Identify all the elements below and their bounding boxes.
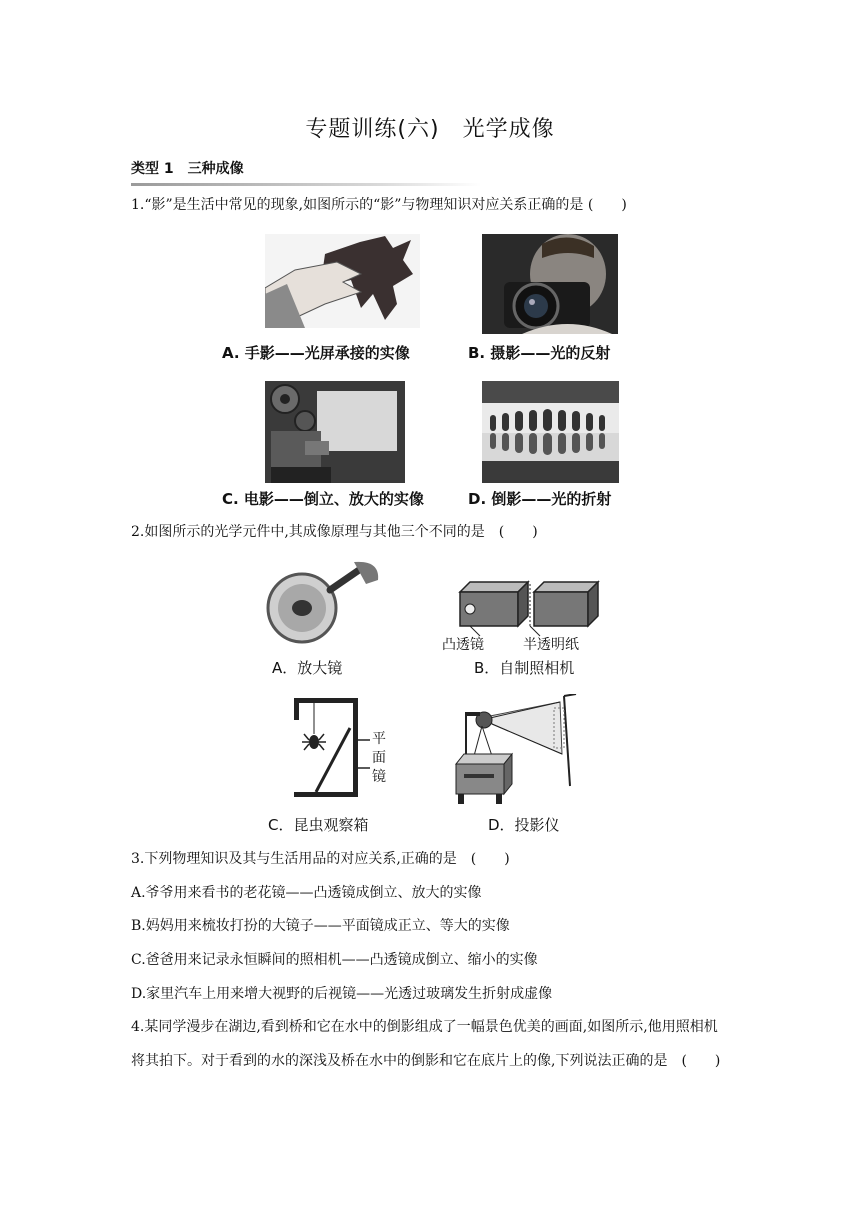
q1-option-c-caption: C. 电影——倒立、放大的实像 — [222, 490, 424, 508]
section-divider — [131, 183, 481, 186]
q1-option-a-caption: A. 手影——光屏承接的实像 — [222, 344, 410, 362]
convex-lens-label: 凸透镜 — [442, 637, 484, 653]
plane-mirror-label-1: 平 — [372, 731, 386, 747]
hand-shadow-image — [265, 234, 420, 328]
question-3-option-c: C.爸爸用来记录永恒瞬间的照相机——凸透镜成倒立、缩小的实像 — [131, 952, 538, 968]
page-title: 专题训练(六) 光学成像 — [305, 117, 555, 142]
question-3-option-d: D.家里汽车上用来增大视野的后视镜——光透过玻璃发生折射成虚像 — [131, 986, 553, 1002]
film-projector-image — [265, 381, 405, 483]
q2-option-d-caption: D．投影仪 — [488, 816, 560, 834]
mirror-leader-lines — [354, 738, 372, 772]
camera-photographer-image — [482, 234, 618, 334]
question-3-option-a: A.爷爷用来看书的老花镜——凸透镜成倒立、放大的实像 — [131, 885, 482, 901]
question-1-stem: 1.“影”是生活中常见的现象,如图所示的“影”与物理知识对应关系正确的是 ( ) — [131, 197, 627, 213]
q2-option-b-caption: B．自制照相机 — [474, 659, 575, 677]
magnifier-image — [262, 556, 382, 646]
question-3-stem: 3.下列物理知识及其与生活用品的对应关系,正确的是 ( ) — [131, 851, 510, 867]
translucent-paper-label: 半透明纸 — [523, 637, 579, 653]
section-heading: 类型 1 三种成像 — [131, 161, 244, 177]
pinhole-camera-image — [458, 580, 600, 630]
question-3-option-b: B.妈妈用来梳妆打扮的大镜子——平面镜成正立、等大的实像 — [131, 918, 510, 934]
question-2-stem: 2.如图所示的光学元件中,其成像原理与其他三个不同的是 ( ) — [131, 524, 538, 540]
q1-option-d-caption: D. 倒影——光的折射 — [468, 490, 612, 508]
bridge-reflection-image — [482, 381, 619, 483]
question-4-stem: 4.某同学漫步在湖边,看到桥和它在水中的倒影组成了一幅景色优美的画面,如图所示,他用照相机将其拍下。对于看到的水的深浅及桥在水中的倒影和它在底片上的像,下列说法正确的是 ( ) — [131, 1019, 721, 1069]
q1-option-b-caption: B. 摄影——光的反射 — [468, 344, 611, 362]
plane-mirror-label-3: 镜 — [372, 769, 386, 785]
q2-option-a-caption: A．放大镜 — [272, 659, 343, 677]
q2-option-c-caption: C．昆虫观察箱 — [268, 816, 369, 834]
plane-mirror-label-2: 面 — [372, 750, 386, 766]
projector-image — [452, 694, 582, 806]
